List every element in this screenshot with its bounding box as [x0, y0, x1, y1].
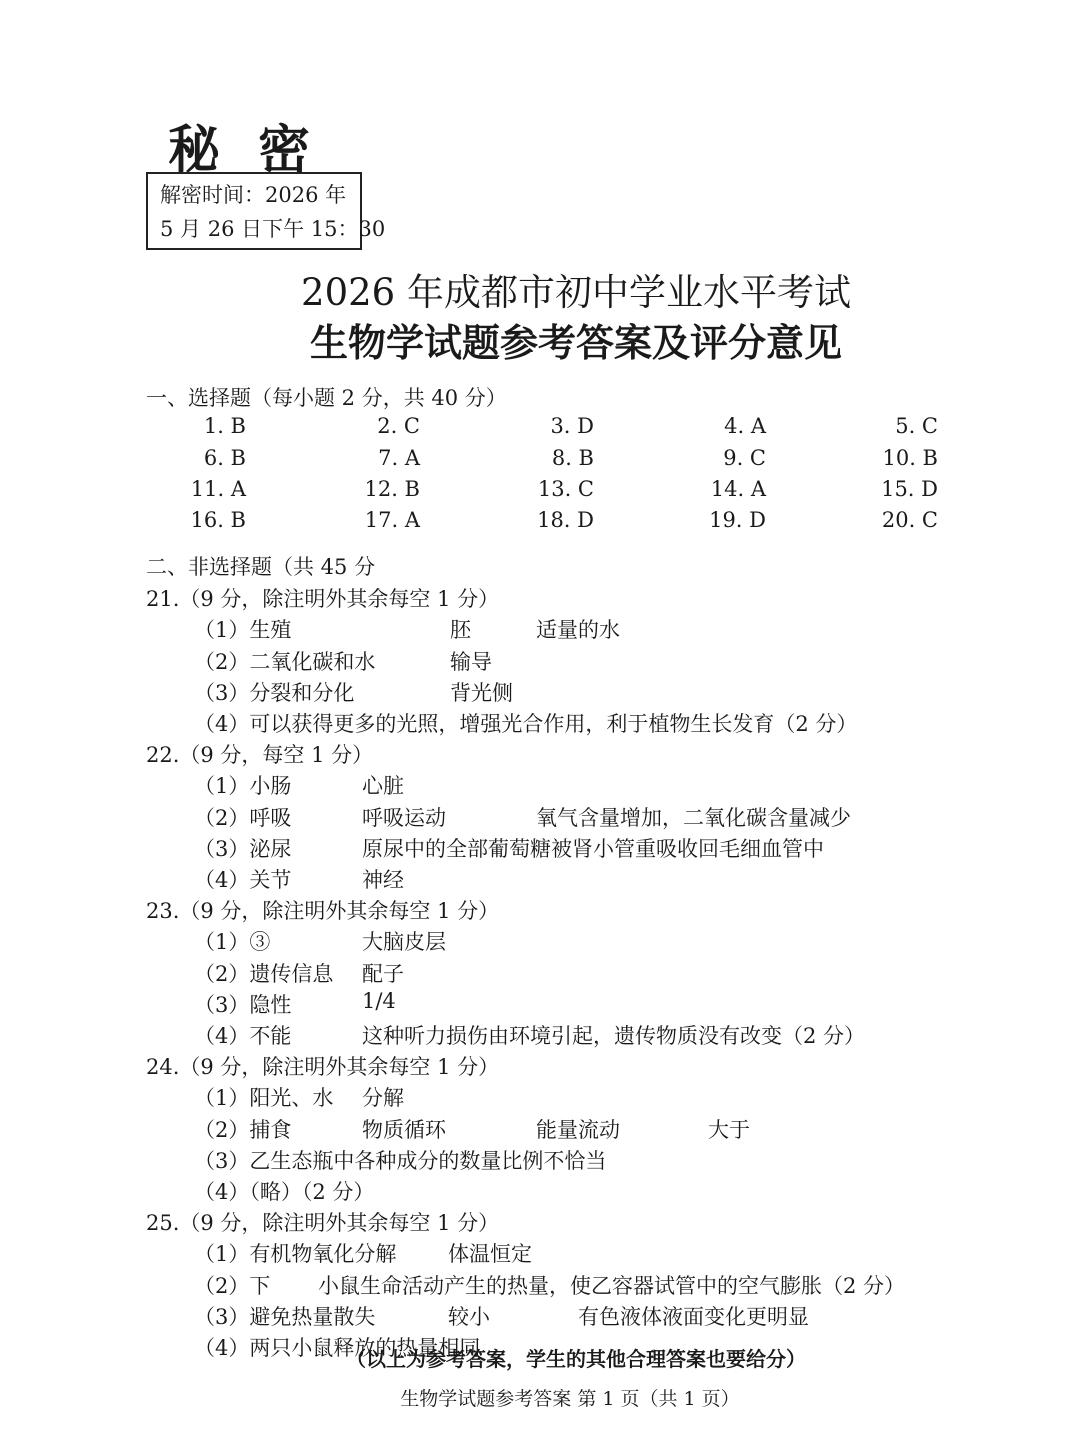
q25-part3-answer-3: 有色液体液面变化更明显 — [578, 1304, 809, 1329]
q21-part4-answer-1: （4）可以获得更多的光照，增强光合作用，利于植物生长发育（2 分） — [194, 712, 858, 737]
q24-part2-answer-2: 物质循环 — [362, 1117, 446, 1142]
q23-part2-answer-2: 配子 — [362, 961, 404, 986]
mc-answer-16: 16. B — [190, 508, 246, 532]
q21-part1-answer-1: （1）生殖 — [194, 618, 292, 643]
q24-part2-answer-1: （2）捕食 — [194, 1117, 292, 1142]
q25-part3-answer-2: 较小 — [448, 1304, 490, 1329]
declass-time-line1: 解密时间：2026 年 — [160, 183, 347, 207]
mc-answer-17: 17. A — [364, 508, 420, 532]
answer-key-title — [0, 312, 1080, 367]
mc-answer-19: 19. D — [709, 508, 766, 532]
question-22-heading: 22.（9 分，每空 1 分） — [146, 743, 374, 767]
q21-part2-answer-1: （2）二氧化碳和水 — [194, 649, 376, 674]
q21-part1-answer-3: 适量的水 — [536, 618, 620, 643]
question-24-heading: 24.（9 分，除注明外其余每空 1 分） — [146, 1055, 500, 1079]
q24-part1-answer-1: （1）阳光、水 — [194, 1086, 334, 1111]
q21-part3-answer-2: 背光侧 — [450, 680, 513, 705]
footer-note-text: （以上为参考答案，学生的其他合理答案也要给分） — [346, 1347, 806, 1371]
q22-part2-answer-2: 呼吸运动 — [362, 805, 446, 830]
mc-answer-7: 7. A — [378, 446, 420, 470]
mc-answer-18: 18. D — [537, 508, 594, 532]
mc-answer-5: 5. C — [895, 414, 938, 438]
mc-answer-1: 1. B — [203, 414, 246, 438]
footer-note — [0, 1343, 1080, 1372]
q23-part1-answer-2: 大脑皮层 — [362, 930, 446, 955]
q25-part2-answer-2: 小鼠生命活动产生的热量，使乙容器试管中的空气膨胀（2 分） — [318, 1273, 906, 1298]
question-21-heading: 21.（9 分，除注明外其余每空 1 分） — [146, 587, 500, 611]
q22-part4-answer-2: 神经 — [362, 868, 404, 893]
mc-answer-14: 14. A — [710, 477, 766, 501]
declass-time-line2: 5 月 26 日下午 15：30 — [160, 217, 386, 241]
q25-part4-answer-1: （4）两只小鼠释放的热量相同 — [194, 1336, 481, 1361]
mc-answer-20: 20. C — [881, 508, 938, 532]
q25-part3-answer-1: （3）避免热量散失 — [194, 1304, 376, 1329]
mc-answer-15: 15. D — [881, 477, 938, 501]
q22-part3-answer-2: 原尿中的全部葡萄糖被肾小管重吸收回毛细血管中 — [362, 836, 824, 861]
declassification-box — [146, 172, 386, 250]
q23-part1-answer-1: （1）③ — [194, 930, 271, 955]
q22-part4-answer-1: （4）关节 — [194, 868, 292, 893]
question-23-heading: 23.（9 分，除注明外其余每空 1 分） — [146, 899, 500, 923]
q23-part2-answer-1: （2）遗传信息 — [194, 961, 334, 986]
q21-part3-answer-1: （3）分裂和分化 — [194, 680, 355, 705]
mc-answer-4: 4. A — [724, 414, 766, 438]
q24-part4-answer-1: （4）（略）（2 分） — [194, 1180, 375, 1205]
q21-part1-answer-2: 胚 — [450, 618, 471, 643]
secret-label: 秘密 — [168, 120, 349, 181]
q22-part3-answer-1: （3）泌尿 — [194, 836, 292, 861]
q25-part1-answer-2: 体温恒定 — [448, 1242, 532, 1267]
section2-heading: 二、非选择题（共 45 分 — [146, 555, 376, 579]
mc-answer-6: 6. B — [203, 446, 246, 470]
exam-title — [0, 262, 1080, 316]
mc-answer-12: 12. B — [364, 477, 420, 501]
q23-part4-answer-2: 这种听力损伤由环境引起，遗传物质没有改变（2 分） — [362, 1024, 866, 1049]
q25-part1-answer-1: （1）有机物氧化分解 — [194, 1242, 397, 1267]
mc-answer-3: 3. D — [550, 414, 594, 438]
q22-part1-answer-2: 心脏 — [362, 774, 404, 799]
q22-part1-answer-1: （1）小肠 — [194, 774, 292, 799]
q24-part2-answer-4: 大于 — [708, 1117, 750, 1142]
mc-answer-11: 11. A — [190, 477, 246, 501]
section1-heading: 一、选择题（每小题 2 分，共 40 分） — [146, 386, 507, 410]
q23-part4-answer-1: （4）不能 — [194, 1024, 292, 1049]
q21-part2-answer-2: 输导 — [450, 649, 492, 674]
mc-answer-9: 9. C — [723, 446, 766, 470]
mc-answer-2: 2. C — [377, 414, 420, 438]
q23-part3-answer-1: （3）隐性 — [194, 992, 292, 1017]
q23-part3-answer-2: 1/4 — [362, 988, 396, 1013]
mc-answer-10: 10. B — [882, 446, 938, 470]
mc-answer-8: 8. B — [551, 446, 594, 470]
q25-part2-answer-1: （2）下 — [194, 1273, 271, 1298]
answer-key-title-text: 生物学试题参考答案及评分意见 — [309, 320, 842, 365]
q24-part2-answer-3: 能量流动 — [536, 1117, 620, 1142]
question-25-heading: 25.（9 分，除注明外其余每空 1 分） — [146, 1211, 500, 1235]
page-footer — [0, 1384, 1080, 1411]
page-footer-text: 生物学试题参考答案 第 1 页（共 1 页） — [400, 1388, 740, 1410]
q24-part1-answer-2: 分解 — [362, 1086, 404, 1111]
mc-answer-13: 13. C — [537, 477, 594, 501]
q22-part2-answer-3: 氧气含量增加，二氧化碳含量减少 — [536, 805, 851, 830]
q22-part2-answer-1: （2）呼吸 — [194, 805, 292, 830]
exam-title-text: 2026 年成都市初中学业水平考试 — [301, 271, 851, 314]
q24-part3-answer-1: （3）乙生态瓶中各种成分的数量比例不恰当 — [194, 1148, 607, 1173]
